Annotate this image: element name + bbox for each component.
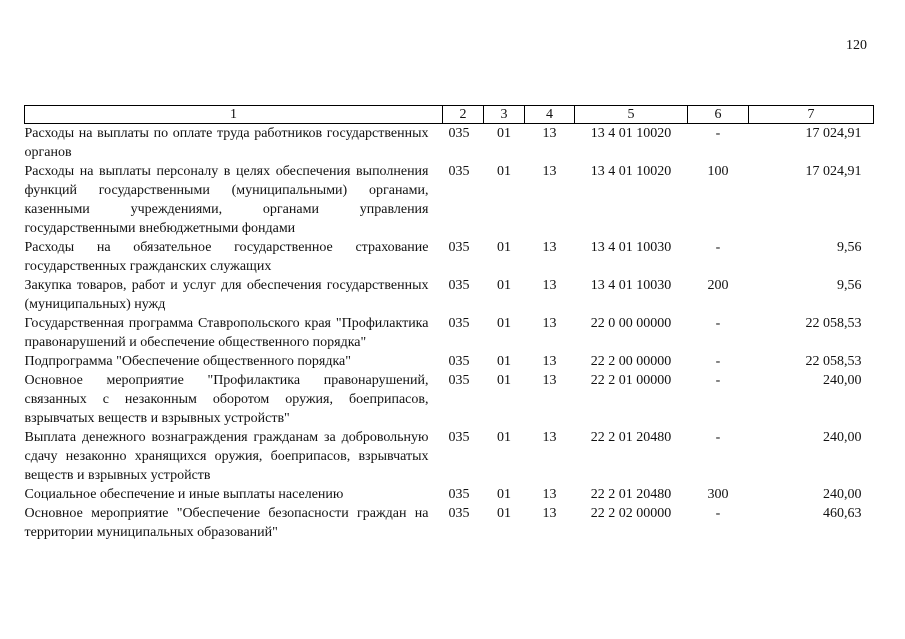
row-rz: 01 <box>497 354 511 369</box>
row-sum: 240,00 <box>823 373 862 388</box>
row-rz: 01 <box>497 164 511 179</box>
row-name: Расходы на выплаты по оплате труда работников государственных органов <box>24 126 429 160</box>
table-body <box>25 124 874 543</box>
row-sum: 9,56 <box>837 278 862 293</box>
row-name: Государственная программа Ставропольского края "Профилактика правонарушений и обеспечение общественного порядка" <box>24 316 429 350</box>
row-ved: 035 <box>448 164 470 179</box>
row-rz: 01 <box>497 126 511 141</box>
row-kcsr: 13 4 01 10030 <box>590 278 672 293</box>
header-col-6: 6 <box>688 106 749 124</box>
row-sum: 17 024,91 <box>805 126 862 141</box>
row-rz: 01 <box>497 240 511 255</box>
table-row <box>25 352 874 371</box>
row-name: Расходы на обязательное государственное страхование государственных гражданских служащих <box>24 240 429 274</box>
row-name: Основное мероприятие "Обеспечение безопасности граждан на территории муниципальных образований" <box>24 506 429 540</box>
table-row <box>25 504 874 542</box>
table-row <box>25 276 874 314</box>
row-pr: 13 <box>542 506 557 521</box>
row-kcsr: 13 4 01 10020 <box>590 126 672 141</box>
row-kcsr: 22 2 02 00000 <box>590 506 672 521</box>
row-ved: 035 <box>448 487 470 502</box>
row-kcsr: 22 0 00 00000 <box>590 316 672 331</box>
row-vr: - <box>715 430 721 445</box>
row-rz: 01 <box>497 487 511 502</box>
row-ved: 035 <box>448 430 470 445</box>
row-pr: 13 <box>542 240 557 255</box>
row-name: Основное мероприятие "Профилактика правонарушений, связанных с незаконным оборотом оружия, боеприпасов, взрывчатых веществ и взрывных устройств" <box>24 373 429 426</box>
row-kcsr: 22 2 00 00000 <box>590 354 672 369</box>
row-sum: 240,00 <box>823 487 862 502</box>
table-row <box>25 428 874 485</box>
row-pr: 13 <box>542 373 557 388</box>
row-pr: 13 <box>542 487 557 502</box>
row-sum: 17 024,91 <box>805 164 862 179</box>
row-kcsr: 13 4 01 10020 <box>590 164 672 179</box>
row-sum: 22 058,53 <box>805 354 862 369</box>
row-rz: 01 <box>497 316 511 331</box>
row-pr: 13 <box>542 430 557 445</box>
row-name: Закупка товаров, работ и услуг для обеспечения государственных (муниципальных) нужд <box>24 278 429 312</box>
row-sum: 460,63 <box>823 506 862 521</box>
row-vr: - <box>715 240 721 255</box>
row-name: Социальное обеспечение и иные выплаты населению <box>24 487 344 502</box>
table-row <box>25 485 874 504</box>
row-ved: 035 <box>448 354 470 369</box>
row-ved: 035 <box>448 316 470 331</box>
header-col-4: 4 <box>525 106 575 124</box>
row-rz: 01 <box>497 506 511 521</box>
row-name: Подпрограмма "Обеспечение общественного порядка" <box>24 354 351 369</box>
row-name: Выплата денежного вознаграждения гражданам за добровольную сдачу незаконно хранящихся оружия, боеприпасов, взрывчатых веществ и взрывных устройств <box>24 430 429 483</box>
table-header <box>25 106 874 124</box>
row-vr: - <box>715 506 721 521</box>
row-vr: 200 <box>707 278 729 293</box>
row-vr: - <box>715 354 721 369</box>
row-vr: 100 <box>707 164 729 179</box>
budget-table <box>24 105 874 542</box>
header-col-7: 7 <box>749 106 874 124</box>
row-kcsr: 22 2 01 20480 <box>590 430 672 445</box>
row-pr: 13 <box>542 316 557 331</box>
header-col-2: 2 <box>443 106 484 124</box>
row-pr: 13 <box>542 278 557 293</box>
row-ved: 035 <box>448 240 470 255</box>
page-number: 120 <box>846 38 867 53</box>
row-rz: 01 <box>497 430 511 445</box>
row-vr: - <box>715 316 721 331</box>
row-pr: 13 <box>542 126 557 141</box>
row-ved: 035 <box>448 126 470 141</box>
row-kcsr: 22 2 01 20480 <box>590 487 672 502</box>
header-col-3: 3 <box>484 106 525 124</box>
row-kcsr: 13 4 01 10030 <box>590 240 672 255</box>
row-sum: 22 058,53 <box>805 316 862 331</box>
table-row <box>25 124 874 163</box>
row-ved: 035 <box>448 278 470 293</box>
row-kcsr: 22 2 01 00000 <box>590 373 672 388</box>
table-row <box>25 162 874 238</box>
row-ved: 035 <box>448 373 470 388</box>
row-rz: 01 <box>497 373 511 388</box>
table-row <box>25 314 874 352</box>
row-pr: 13 <box>542 164 557 179</box>
table-row <box>25 371 874 428</box>
header-col-1: 1 <box>25 106 443 124</box>
row-ved: 035 <box>448 506 470 521</box>
header-row <box>25 106 874 124</box>
header-col-5: 5 <box>575 106 688 124</box>
row-vr: - <box>715 373 721 388</box>
row-pr: 13 <box>542 354 557 369</box>
row-sum: 240,00 <box>823 430 862 445</box>
row-name: Расходы на выплаты персоналу в целях обеспечения выполнения функций государственными (муниципальными) органами, казенными учреждениями, органами управления государственными внебюджетными фондами <box>24 164 429 236</box>
table-row <box>25 238 874 276</box>
row-rz: 01 <box>497 278 511 293</box>
row-sum: 9,56 <box>837 240 862 255</box>
row-vr: - <box>715 126 721 141</box>
row-vr: 300 <box>707 487 729 502</box>
